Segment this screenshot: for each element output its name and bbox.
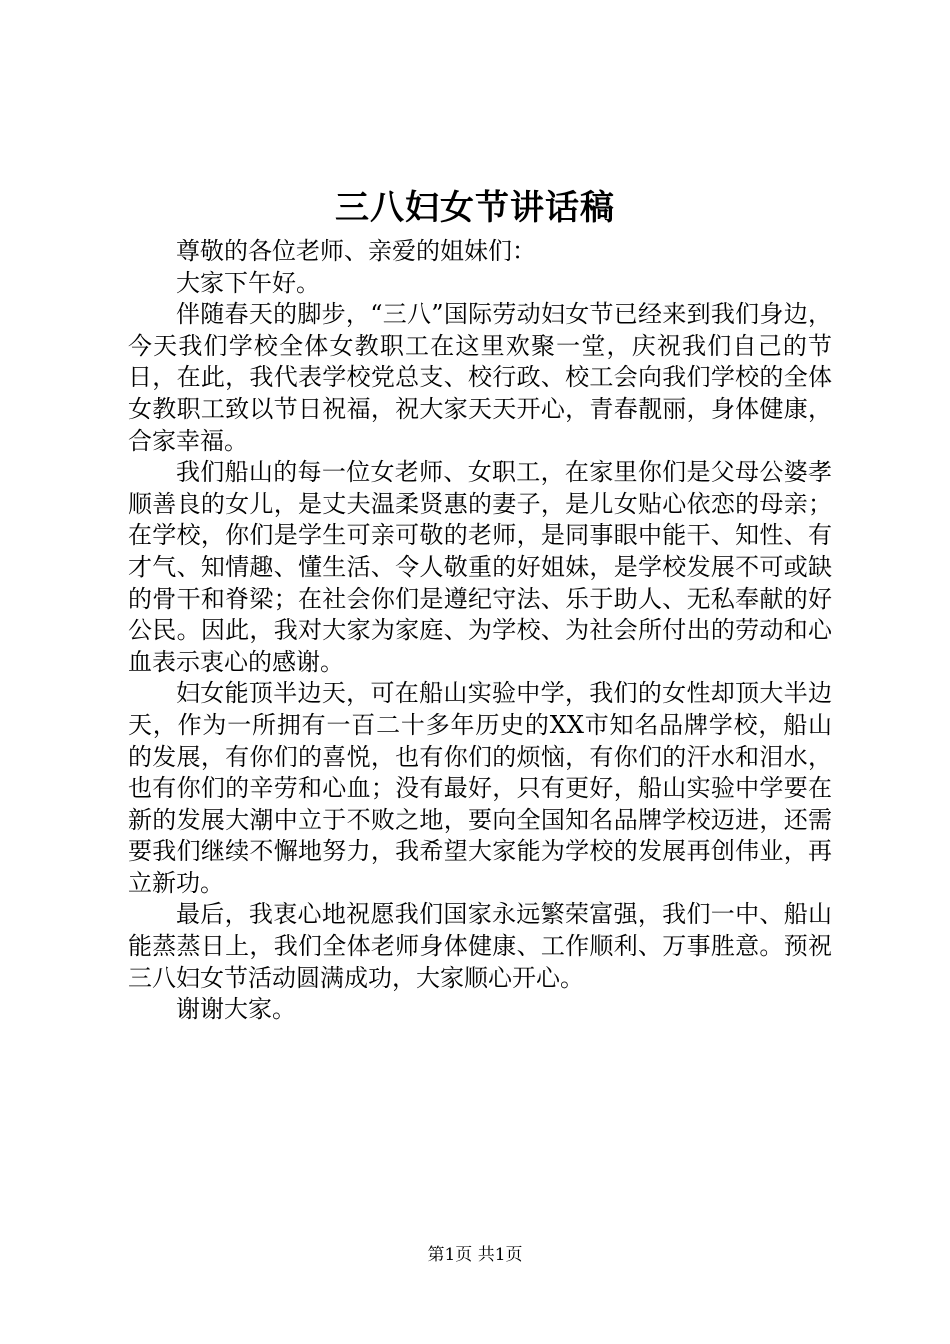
paragraph-greeting: 大家下午好。 [176,268,320,297]
document-body [128,236,832,1026]
paragraph-closing-wish: 最后，我衷心地祝愿我们国家永远繁荣富强，我们一中、船山能蒸蒸日上，我们全体老师身体健康、工作顺利、万事胜意。预祝三八妇女节活动圆满成功，大家顺心开心。 [128,900,832,992]
paragraph-body: 伴随春天的脚步，“三八”国际劳动妇女节已经来到我们身边，今天我们学校全体女教职工在这里欢聚一堂，庆祝我们自己的节日，在此，我代表学校党总支、校行政、校工会向我们学校的全体女教职工致以节日祝福，祝大家天天开心，青春靓丽，身体健康，合家幸福。 [128,300,832,455]
paragraph-thanks: 谢谢大家。 [176,995,296,1024]
paragraph-salutation: 尊敬的各位老师、亲爱的姐妹们： [176,237,536,265]
paragraph-body: 我们船山的每一位女老师、女职工，在家里你们是父母公婆孝顺善良的女儿，是丈夫温柔贤惠的妻子，是儿女贴心依恋的母亲；在学校，你们是学生可亲可敬的老师，是同事眼中能干、知性、有才气、知情趣、懂生活、令人敬重的好姐妹，是学校发展不可或缺的骨干和脊梁；在社会你们是遵纪守法、乐于助人、无私奉献的好公民。因此，我对大家为家庭、为学校、为社会所付出的劳动和心血表示衷心的感谢。 [128,458,832,676]
page-number-footer: 第1页 共1页 [427,1245,523,1265]
paragraph-body: 妇女能顶半边天，可在船山实验中学，我们的女性却顶大半边天，作为一所拥有一百二十多年历史的XX市知名品牌学校，船山的发展，有你们的喜悦，也有你们的烦恼，有你们的汗水和泪水，也有你们的辛劳和心血；没有最好，只有更好，船山实验中学要在新的发展大潮中立于不败之地，要向全国知名品牌学校迈进，还需要我们继续不懈地努力，我希望大家能为学校的发展再创伟业，再立新功。 [128,679,832,897]
document-title: 三八妇女节讲话稿 [335,188,615,228]
